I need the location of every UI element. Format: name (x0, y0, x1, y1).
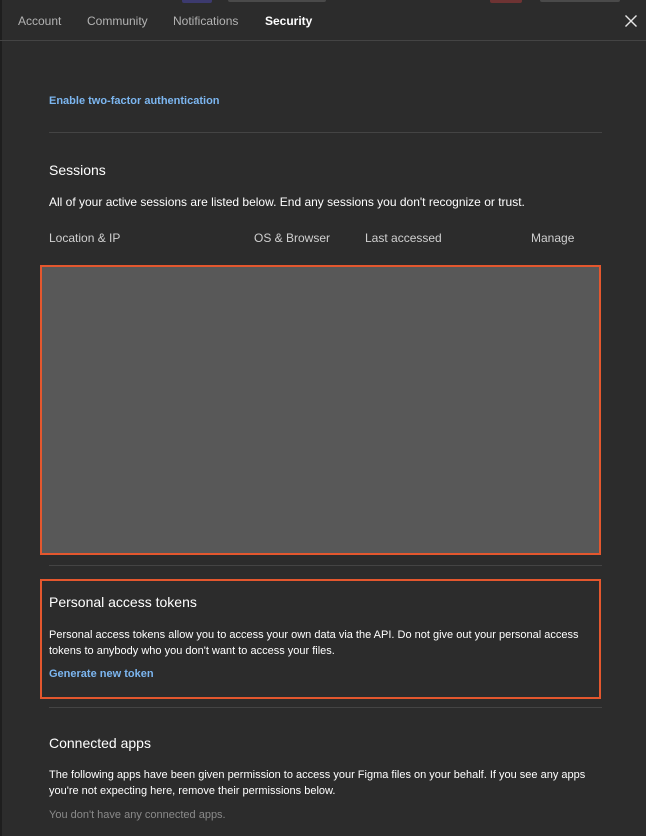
settings-tabs (0, 0, 646, 41)
sessions-title: Sessions (49, 162, 106, 178)
tab-security[interactable]: Security (265, 14, 313, 28)
divider (49, 707, 602, 708)
connected-apps-empty-state: You don't have any connected apps. (49, 809, 226, 821)
divider (49, 132, 602, 133)
backdrop-edge (0, 0, 2, 836)
column-header-os-browser: OS & Browser (254, 231, 331, 245)
tab-notifications[interactable]: Notifications (173, 14, 239, 28)
enable-two-factor-link[interactable]: Enable two-factor authentication (49, 95, 220, 107)
column-header-manage: Manage (531, 231, 575, 245)
column-header-location: Location & IP (49, 231, 121, 245)
connected-apps-title: Connected apps (49, 735, 151, 751)
connected-apps-description: The following apps have been given permission to access your Figma files on your behalf. If you see any apps you're not expecting here, remove their permissions below. (49, 769, 586, 797)
divider (49, 565, 602, 566)
sessions-description: All of your active sessions are listed below. End any sessions you don't recognize or trust. (49, 195, 525, 209)
column-header-last-accessed: Last accessed (365, 231, 442, 245)
sessions-list-redacted (40, 265, 601, 555)
personal-access-tokens-description: Personal access tokens allow you to access your own data via the API. Do not give out your personal access tokens to anybody who you don't want to access your files. (49, 629, 579, 657)
personal-access-tokens-title: Personal access tokens (49, 594, 197, 610)
generate-new-token-link[interactable]: Generate new token (49, 668, 154, 680)
tab-community[interactable]: Community (87, 14, 148, 28)
tab-account[interactable]: Account (18, 14, 62, 28)
close-icon[interactable] (622, 12, 640, 30)
